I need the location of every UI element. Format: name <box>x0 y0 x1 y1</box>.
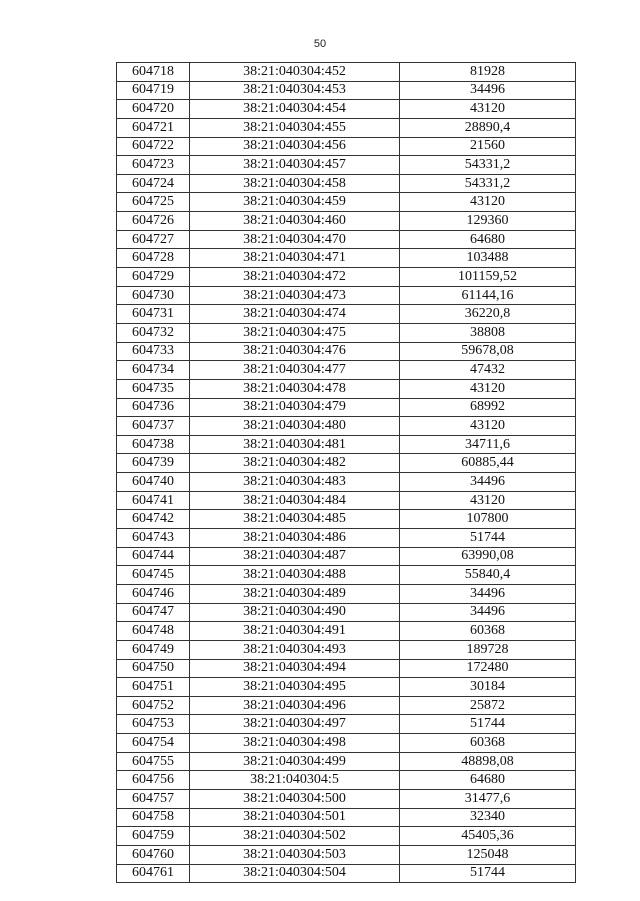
cadastral-number-cell: 38:21:040304:476 <box>190 342 400 361</box>
cadastral-number-cell: 38:21:040304:454 <box>190 100 400 119</box>
amount-cell: 43120 <box>400 491 576 510</box>
table-row <box>117 715 576 734</box>
amount-cell: 43120 <box>400 417 576 436</box>
table-row <box>117 584 576 603</box>
records-table-body <box>117 63 576 883</box>
amount-cell: 48898,08 <box>400 752 576 771</box>
record-number-cell: 604743 <box>117 529 190 548</box>
cadastral-number-cell: 38:21:040304:499 <box>190 752 400 771</box>
table-row <box>117 174 576 193</box>
record-number-cell: 604735 <box>117 379 190 398</box>
amount-cell: 129360 <box>400 212 576 231</box>
table-row <box>117 491 576 510</box>
cadastral-number-cell: 38:21:040304:486 <box>190 529 400 548</box>
cadastral-number-cell: 38:21:040304:477 <box>190 361 400 380</box>
amount-cell: 59678,08 <box>400 342 576 361</box>
cadastral-number-cell: 38:21:040304:473 <box>190 286 400 305</box>
table-row <box>117 547 576 566</box>
amount-cell: 36220,8 <box>400 305 576 324</box>
amount-cell: 101159,52 <box>400 268 576 287</box>
record-number-cell: 604759 <box>117 827 190 846</box>
table-row <box>117 640 576 659</box>
table-row <box>117 622 576 641</box>
cadastral-number-cell: 38:21:040304:504 <box>190 864 400 883</box>
record-number-cell: 604733 <box>117 342 190 361</box>
cadastral-number-cell: 38:21:040304:498 <box>190 734 400 753</box>
table-row <box>117 510 576 529</box>
amount-cell: 60368 <box>400 734 576 753</box>
record-number-cell: 604725 <box>117 193 190 212</box>
table-row <box>117 435 576 454</box>
amount-cell: 63990,08 <box>400 547 576 566</box>
record-number-cell: 604723 <box>117 156 190 175</box>
table-row <box>117 789 576 808</box>
table-row <box>117 193 576 212</box>
cadastral-number-cell: 38:21:040304:489 <box>190 584 400 603</box>
amount-cell: 34711,6 <box>400 435 576 454</box>
record-number-cell: 604745 <box>117 566 190 585</box>
cadastral-number-cell: 38:21:040304:453 <box>190 81 400 100</box>
table-row <box>117 230 576 249</box>
table-row <box>117 305 576 324</box>
table-row <box>117 268 576 287</box>
record-number-cell: 604742 <box>117 510 190 529</box>
amount-cell: 60885,44 <box>400 454 576 473</box>
amount-cell: 32340 <box>400 808 576 827</box>
record-number-cell: 604729 <box>117 268 190 287</box>
table-row <box>117 379 576 398</box>
record-number-cell: 604737 <box>117 417 190 436</box>
record-number-cell: 604724 <box>117 174 190 193</box>
record-number-cell: 604753 <box>117 715 190 734</box>
record-number-cell: 604721 <box>117 118 190 137</box>
cadastral-number-cell: 38:21:040304:491 <box>190 622 400 641</box>
table-row <box>117 398 576 417</box>
record-number-cell: 604749 <box>117 640 190 659</box>
record-number-cell: 604756 <box>117 771 190 790</box>
record-number-cell: 604760 <box>117 845 190 864</box>
table-row <box>117 323 576 342</box>
record-number-cell: 604751 <box>117 678 190 697</box>
page-number: 50 <box>313 38 327 50</box>
table-row <box>117 118 576 137</box>
table-row <box>117 808 576 827</box>
amount-cell: 107800 <box>400 510 576 529</box>
cadastral-number-cell: 38:21:040304:478 <box>190 379 400 398</box>
table-row <box>117 696 576 715</box>
record-number-cell: 604754 <box>117 734 190 753</box>
record-number-cell: 604728 <box>117 249 190 268</box>
amount-cell: 54331,2 <box>400 174 576 193</box>
amount-cell: 172480 <box>400 659 576 678</box>
amount-cell: 31477,6 <box>400 789 576 808</box>
amount-cell: 51744 <box>400 529 576 548</box>
cadastral-number-cell: 38:21:040304:484 <box>190 491 400 510</box>
cadastral-number-cell: 38:21:040304:501 <box>190 808 400 827</box>
cadastral-number-cell: 38:21:040304:496 <box>190 696 400 715</box>
table-row <box>117 864 576 883</box>
record-number-cell: 604744 <box>117 547 190 566</box>
table-row <box>117 63 576 82</box>
table-row <box>117 845 576 864</box>
record-number-cell: 604750 <box>117 659 190 678</box>
cadastral-number-cell: 38:21:040304:456 <box>190 137 400 156</box>
cadastral-number-cell: 38:21:040304:452 <box>190 63 400 82</box>
amount-cell: 47432 <box>400 361 576 380</box>
cadastral-number-cell: 38:21:040304:488 <box>190 566 400 585</box>
table-row <box>117 603 576 622</box>
table-row <box>117 771 576 790</box>
record-number-cell: 604748 <box>117 622 190 641</box>
cadastral-number-cell: 38:21:040304:471 <box>190 249 400 268</box>
cadastral-number-cell: 38:21:040304:497 <box>190 715 400 734</box>
amount-cell: 28890,4 <box>400 118 576 137</box>
record-number-cell: 604730 <box>117 286 190 305</box>
record-number-cell: 604734 <box>117 361 190 380</box>
table-row <box>117 473 576 492</box>
amount-cell: 43120 <box>400 100 576 119</box>
record-number-cell: 604739 <box>117 454 190 473</box>
amount-cell: 54331,2 <box>400 156 576 175</box>
record-number-cell: 604761 <box>117 864 190 883</box>
cadastral-number-cell: 38:21:040304:474 <box>190 305 400 324</box>
record-number-cell: 604738 <box>117 435 190 454</box>
record-number-cell: 604752 <box>117 696 190 715</box>
table-row <box>117 100 576 119</box>
table-row <box>117 137 576 156</box>
amount-cell: 21560 <box>400 137 576 156</box>
cadastral-number-cell: 38:21:040304:495 <box>190 678 400 697</box>
record-number-cell: 604747 <box>117 603 190 622</box>
cadastral-number-cell: 38:21:040304:457 <box>190 156 400 175</box>
table-row <box>117 827 576 846</box>
amount-cell: 38808 <box>400 323 576 342</box>
table-row <box>117 156 576 175</box>
table-row <box>117 566 576 585</box>
amount-cell: 81928 <box>400 63 576 82</box>
cadastral-number-cell: 38:21:040304:470 <box>190 230 400 249</box>
amount-cell: 55840,4 <box>400 566 576 585</box>
table-row <box>117 361 576 380</box>
table-row <box>117 249 576 268</box>
table-row <box>117 734 576 753</box>
cadastral-number-cell: 38:21:040304:482 <box>190 454 400 473</box>
amount-cell: 64680 <box>400 771 576 790</box>
record-number-cell: 604746 <box>117 584 190 603</box>
amount-cell: 51744 <box>400 715 576 734</box>
record-number-cell: 604726 <box>117 212 190 231</box>
table-row <box>117 454 576 473</box>
record-number-cell: 604755 <box>117 752 190 771</box>
amount-cell: 34496 <box>400 473 576 492</box>
table-row <box>117 529 576 548</box>
amount-cell: 43120 <box>400 379 576 398</box>
record-number-cell: 604722 <box>117 137 190 156</box>
table-row <box>117 212 576 231</box>
amount-cell: 60368 <box>400 622 576 641</box>
amount-cell: 45405,36 <box>400 827 576 846</box>
cadastral-number-cell: 38:21:040304:459 <box>190 193 400 212</box>
table-row <box>117 286 576 305</box>
cadastral-number-cell: 38:21:040304:490 <box>190 603 400 622</box>
cadastral-number-cell: 38:21:040304:455 <box>190 118 400 137</box>
cadastral-number-cell: 38:21:040304:458 <box>190 174 400 193</box>
record-number-cell: 604727 <box>117 230 190 249</box>
record-number-cell: 604758 <box>117 808 190 827</box>
amount-cell: 34496 <box>400 584 576 603</box>
cadastral-number-cell: 38:21:040304:494 <box>190 659 400 678</box>
amount-cell: 34496 <box>400 81 576 100</box>
amount-cell: 25872 <box>400 696 576 715</box>
cadastral-number-cell: 38:21:040304:5 <box>190 771 400 790</box>
amount-cell: 103488 <box>400 249 576 268</box>
cadastral-number-cell: 38:21:040304:503 <box>190 845 400 864</box>
table-row <box>117 659 576 678</box>
cadastral-number-cell: 38:21:040304:475 <box>190 323 400 342</box>
amount-cell: 43120 <box>400 193 576 212</box>
amount-cell: 189728 <box>400 640 576 659</box>
amount-cell: 34496 <box>400 603 576 622</box>
record-number-cell: 604736 <box>117 398 190 417</box>
cadastral-number-cell: 38:21:040304:485 <box>190 510 400 529</box>
table-row <box>117 81 576 100</box>
table-row <box>117 752 576 771</box>
amount-cell: 51744 <box>400 864 576 883</box>
cadastral-number-cell: 38:21:040304:481 <box>190 435 400 454</box>
amount-cell: 125048 <box>400 845 576 864</box>
amount-cell: 64680 <box>400 230 576 249</box>
amount-cell: 68992 <box>400 398 576 417</box>
record-number-cell: 604732 <box>117 323 190 342</box>
table-row <box>117 678 576 697</box>
cadastral-number-cell: 38:21:040304:479 <box>190 398 400 417</box>
record-number-cell: 604731 <box>117 305 190 324</box>
table-row <box>117 417 576 436</box>
records-table <box>116 62 576 883</box>
record-number-cell: 604718 <box>117 63 190 82</box>
cadastral-number-cell: 38:21:040304:487 <box>190 547 400 566</box>
record-number-cell: 604719 <box>117 81 190 100</box>
cadastral-number-cell: 38:21:040304:472 <box>190 268 400 287</box>
cadastral-number-cell: 38:21:040304:500 <box>190 789 400 808</box>
record-number-cell: 604757 <box>117 789 190 808</box>
cadastral-number-cell: 38:21:040304:483 <box>190 473 400 492</box>
amount-cell: 30184 <box>400 678 576 697</box>
cadastral-number-cell: 38:21:040304:493 <box>190 640 400 659</box>
cadastral-number-cell: 38:21:040304:502 <box>190 827 400 846</box>
table-row <box>117 342 576 361</box>
cadastral-number-cell: 38:21:040304:460 <box>190 212 400 231</box>
record-number-cell: 604741 <box>117 491 190 510</box>
record-number-cell: 604740 <box>117 473 190 492</box>
record-number-cell: 604720 <box>117 100 190 119</box>
cadastral-number-cell: 38:21:040304:480 <box>190 417 400 436</box>
amount-cell: 61144,16 <box>400 286 576 305</box>
